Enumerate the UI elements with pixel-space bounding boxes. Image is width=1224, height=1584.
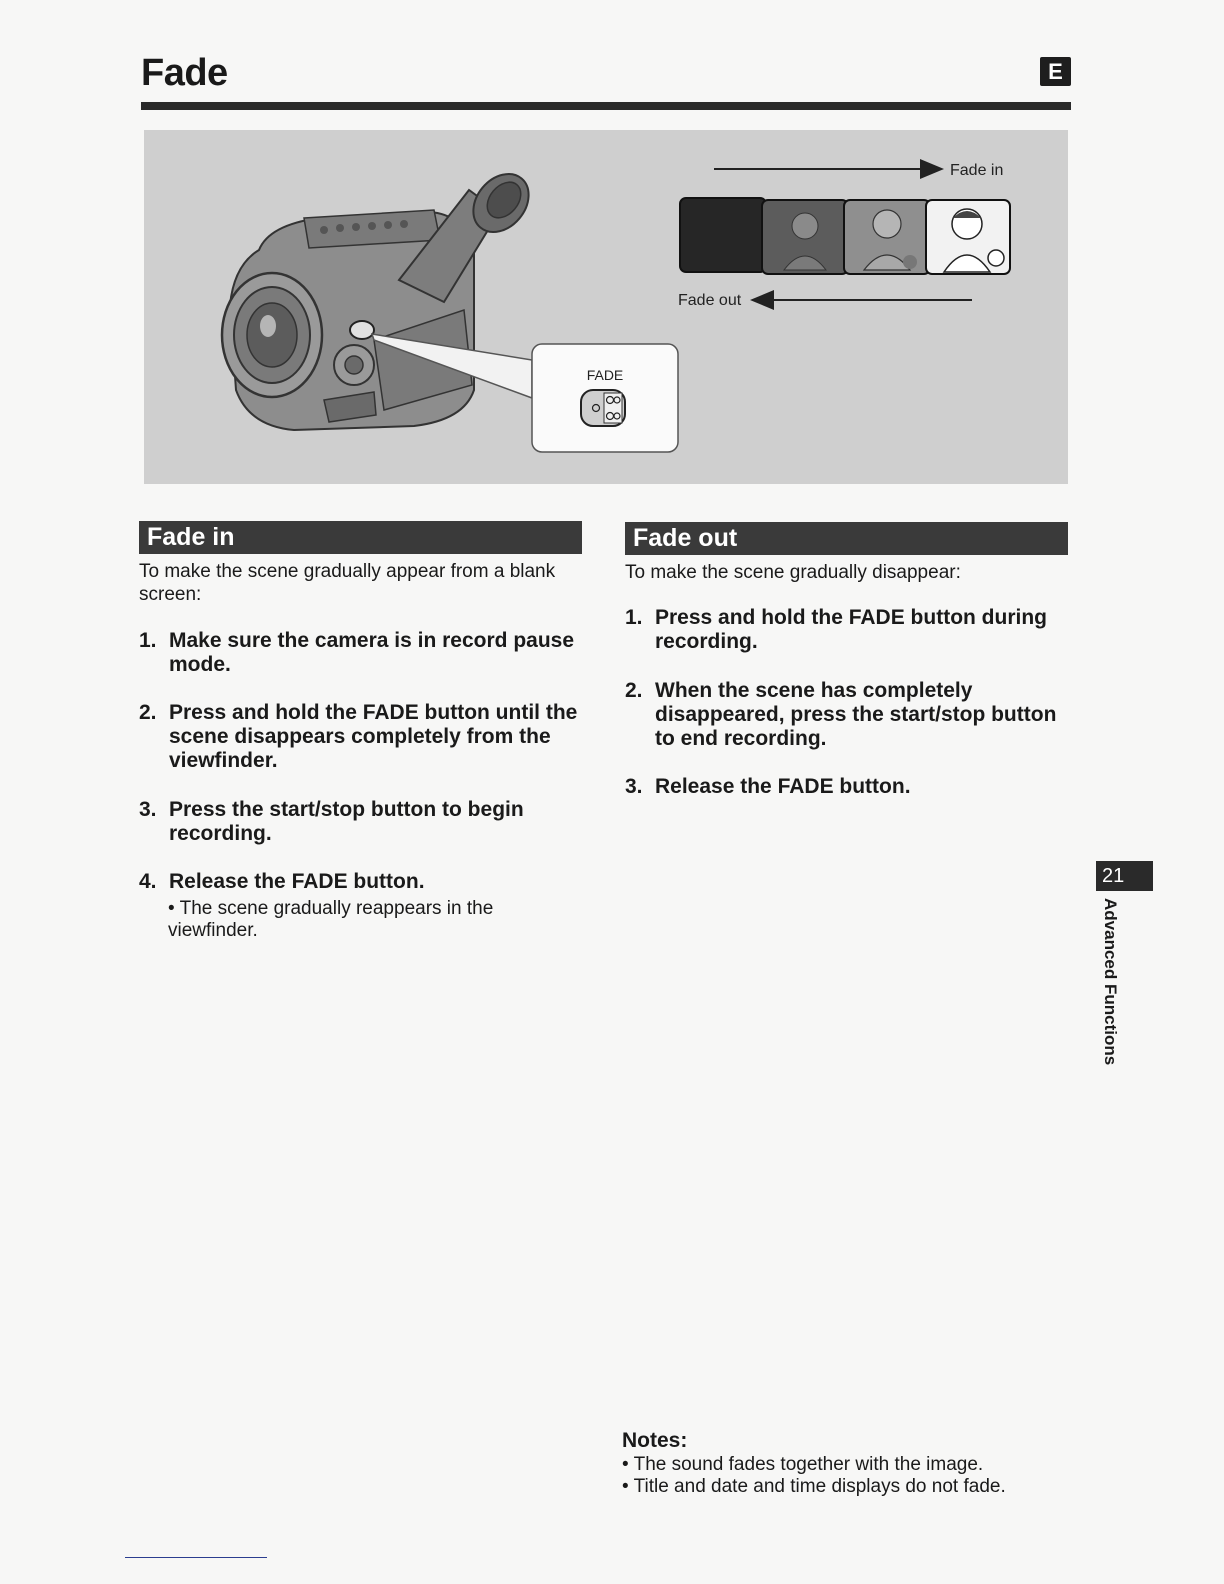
fade-out-caption: Fade out xyxy=(678,292,742,309)
fade-out-step-1 xyxy=(625,606,1070,654)
step-number: 1. xyxy=(625,606,643,629)
step-text: Press and hold the FADE button during recording. xyxy=(655,606,1047,653)
step-text: Release the FADE button. xyxy=(169,870,425,893)
camcorder-icon xyxy=(222,163,540,430)
note-item: • The sound fades together with the image. xyxy=(622,1454,984,1475)
fade-in-step-1 xyxy=(139,629,579,677)
chapter-text: Advanced Functions xyxy=(1101,898,1120,1066)
fade-out-step-3 xyxy=(625,775,1070,799)
fade-in-step-2 xyxy=(139,701,579,773)
bottom-rule xyxy=(125,1557,267,1558)
step-number: 3. xyxy=(139,798,157,821)
notes-title: Notes: xyxy=(622,1429,688,1452)
fade-out-step-2 xyxy=(625,679,1070,751)
fade-in-step-3 xyxy=(139,798,579,846)
step-number: 2. xyxy=(625,679,643,702)
step-number: 1. xyxy=(139,629,157,652)
step-text: Press the start/stop button to begin recording. xyxy=(169,798,524,845)
fade-button-label: FADE xyxy=(586,367,624,383)
fade-in-intro: To make the scene gradually appear from a blank screen: xyxy=(139,561,556,605)
note-item: • Title and date and time displays do not fade. xyxy=(622,1476,1006,1497)
chapter-label xyxy=(1092,898,1120,1068)
step-text: Release the FADE button. xyxy=(655,775,911,798)
step-text: Press and hold the FADE button until the scene disappears completely from the viewfinder. xyxy=(169,701,578,772)
fade-out-heading: Fade out xyxy=(625,522,1068,555)
step-text: When the scene has completely disappeared, press the start/stop button to end recording. xyxy=(655,679,1057,750)
frame-black xyxy=(680,198,766,272)
language-badge: E xyxy=(1040,57,1071,86)
step-number: 3. xyxy=(625,775,643,798)
fade-out-intro: To make the scene gradually disappear: xyxy=(625,562,961,583)
fade-in-caption: Fade in xyxy=(950,162,1004,179)
step-text: Make sure the camera is in record pause mode. xyxy=(169,629,575,676)
illustration xyxy=(144,130,1068,484)
title-rule xyxy=(141,102,1071,110)
page-title: Fade xyxy=(141,52,228,94)
camcorder-illustration xyxy=(144,130,1068,484)
step-number: 4. xyxy=(139,870,157,893)
fade-frames xyxy=(680,198,1010,274)
step-number: 2. xyxy=(139,701,157,724)
fade-in-step-4-note: • The scene gradually reappears in the viewfinder. xyxy=(168,898,494,941)
fade-in-heading: Fade in xyxy=(139,521,582,554)
fade-in-step-4 xyxy=(139,870,579,894)
page-number: 21 xyxy=(1096,861,1153,891)
